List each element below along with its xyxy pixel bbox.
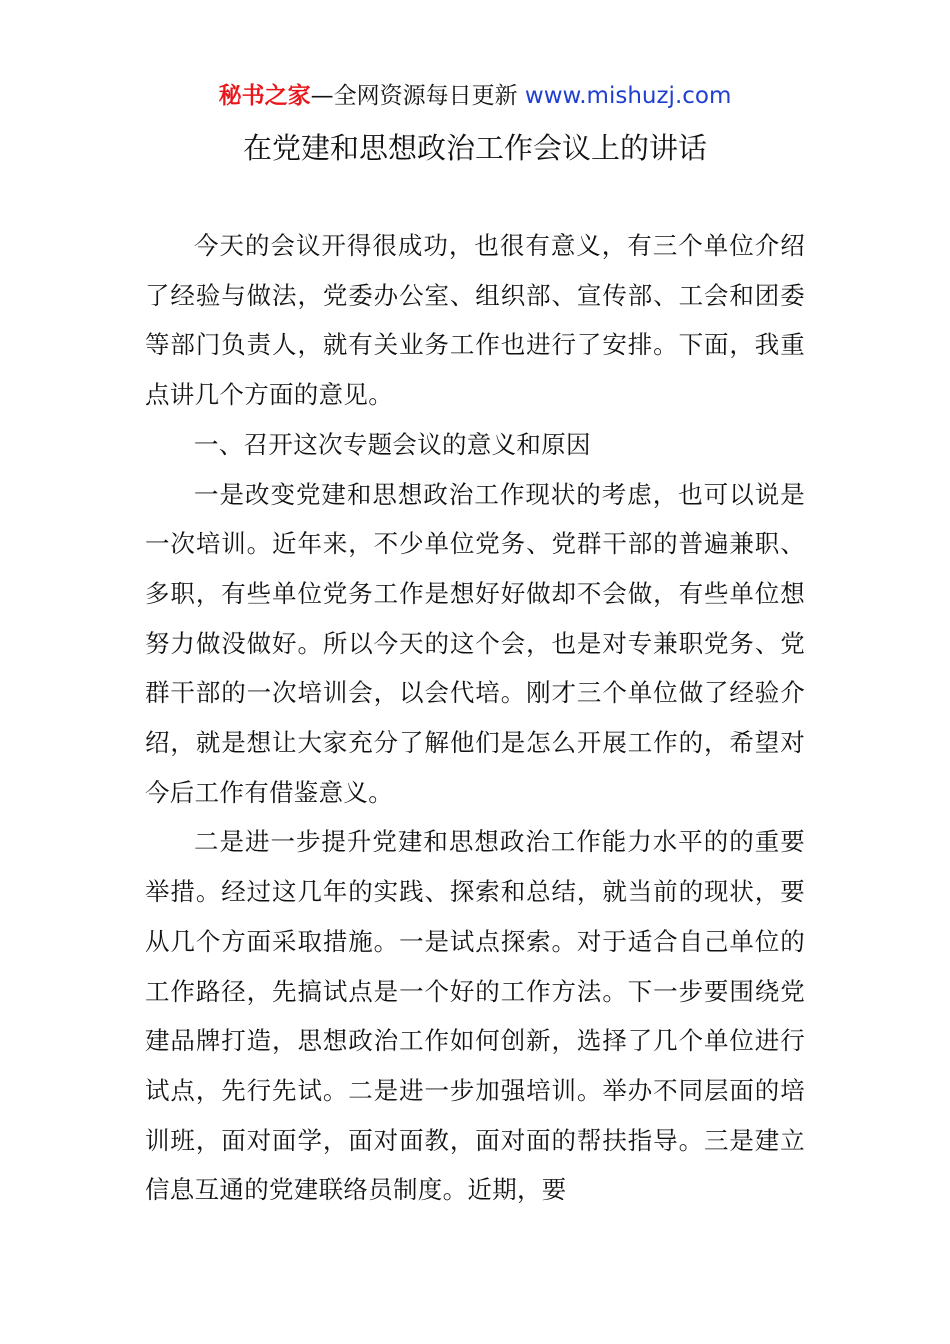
paragraph-point-2: 二是进一步提升党建和思想政治工作能力水平的的重要举措。经过这几年的实践、探索和总结，就当前的现状，要从几个方面采取措施。一是试点探索。对于适合自己单位的工作路径，先搞试点是一个好的工作方法。下一步要围绕党建品牌打造，思想政治工作如何创新，选择了几个单位进行试点，先行先试。二是进一步加强培训。举办不同层面的培训班，面对面学，面对面教，面对面的帮扶指导。三是建立信息互通的党建联络员制度。近期，要	[145, 827, 805, 1205]
paragraph-point-1: 一是改变党建和思想政治工作现状的考虑，也可以说是一次培训。近年来，不少单位党务、党群干部的普遍兼职、多职，有些单位党务工作是想好好做却不会做，有些单位想努力做没做好。所以今天的这个会，也是对专兼职党务、党群干部的一次培训会，以会代培。刚才三个单位做了经验介绍，就是想让大家充分了解他们是怎么开展工作的，希望对今后工作有借鉴意义。	[145, 479, 805, 807]
site-header	[0, 80, 950, 112]
site-brand[interactable]: 秘书之家	[218, 83, 311, 109]
site-tagline: —全网资源每日更新	[310, 83, 525, 109]
paragraph-intro: 今天的会议开得很成功，也很有意义，有三个单位介绍了经验与做法，党委办公室、组织部、宣传部、工会和团委等部门负责人，就有关业务工作也进行了安排。下面，我重点讲几个方面的意见。	[145, 231, 805, 410]
document-title: 在党建和思想政治工作会议上的讲话	[242, 131, 707, 165]
document-body	[145, 221, 805, 1215]
site-url-link[interactable]: www.mishuzj.com	[524, 83, 732, 109]
section-heading-1: 一、召开这次专题会议的意义和原因	[194, 429, 591, 459]
